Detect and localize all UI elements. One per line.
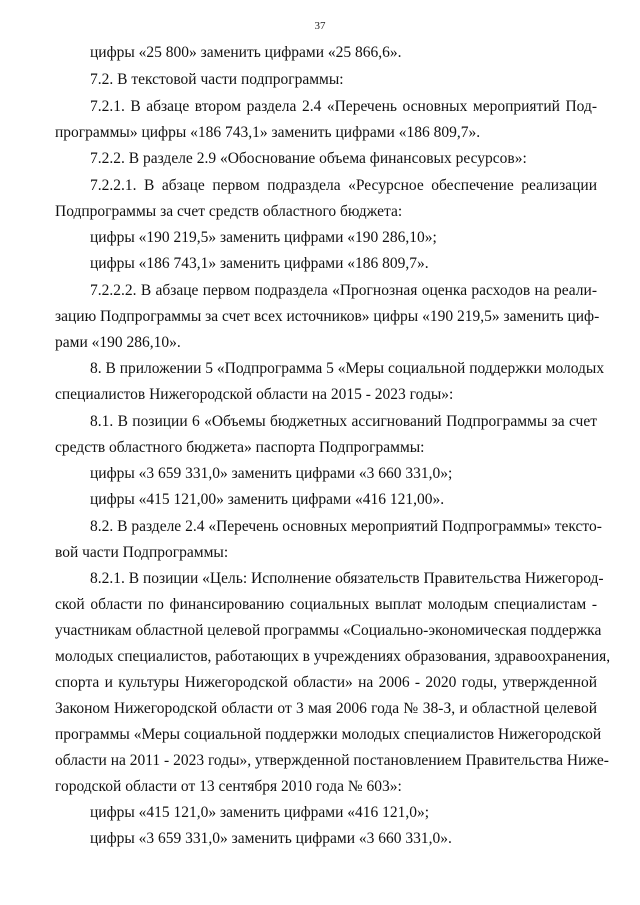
text-line: цифры «415 121,0» заменить цифрами «416 121,0»;: [90, 804, 430, 821]
text-line: спорта и культуры Нижегородской области» на 2006 - 2020 годы, утвержденной: [55, 674, 597, 691]
text-line: программы «Меры социальной поддержки молодых специалистов Нижегородской: [55, 726, 602, 743]
text-line: цифры «186 743,1» заменить цифрами «186 809,7».: [90, 255, 429, 272]
text-line: молодых специалистов, работающих в учреждениях образования, здравоохранения,: [55, 648, 611, 665]
text-line: цифры «415 121,00» заменить цифрами «416 121,00».: [90, 491, 445, 508]
text-line: 7.2.2.2. В абзаце первом подраздела «Прогнозная оценка расходов на реали-: [90, 282, 597, 299]
text-line: средств областного бюджета» паспорта Подпрограммы:: [55, 439, 425, 456]
text-line: 7.2. В текстовой части подпрограммы:: [90, 71, 344, 88]
text-line: участникам областной целевой программы «Социально-экономическая поддержка: [55, 622, 602, 639]
text-line: специалистов Нижегородской области на 2015 - 2023 годы»:: [55, 386, 454, 403]
text-line: 8.1. В позиции 6 «Объемы бюджетных ассигнований Подпрограммы за счет: [90, 413, 597, 430]
text-line: 8.2.1. В позиции «Цель: Исполнение обязательств Правительства Нижегород-: [90, 570, 604, 587]
text-line: цифры «3 659 331,0» заменить цифрами «3 660 331,0»;: [90, 465, 453, 482]
text-line: области на 2011 - 2023 годы», утвержденной постановлением Правительства Ниже-: [55, 752, 609, 769]
text-line: цифры «3 659 331,0» заменить цифрами «3 660 331,0».: [90, 830, 452, 847]
text-line: 8.2. В разделе 2.4 «Перечень основных мероприятий Подпрограммы» тексто-: [90, 518, 602, 535]
text-line: вой части Подпрограммы:: [55, 544, 229, 561]
text-line: Законом Нижегородской области от 3 мая 2006 года № 38-З, и областной целевой: [55, 700, 597, 717]
page-number: 37: [314, 20, 326, 32]
text-line: рами «190 286,10».: [55, 334, 181, 351]
text-line: 7.2.2.1. В абзаце первом подраздела «Ресурсное обеспечение реализации: [90, 177, 597, 194]
text-line: ской области по финансированию социальных выплат молодым специалистам -: [55, 596, 597, 613]
text-line: цифры «190 219,5» заменить цифрами «190 286,10»;: [90, 229, 437, 246]
text-line: зацию Подпрограммы за счет всех источников» цифры «190 219,5» заменить циф-: [55, 308, 600, 325]
text-line: программы» цифры «186 743,1» заменить цифрами «186 809,7».: [55, 124, 481, 141]
text-line: цифры «25 800» заменить цифрами «25 866,6».: [90, 44, 402, 61]
text-line: Подпрограммы за счет средств областного бюджета:: [55, 203, 403, 220]
text-line: 7.2.2. В разделе 2.9 «Обоснование объема финансовых ресурсов»:: [90, 150, 527, 167]
text-line: 8. В приложении 5 «Подпрограмма 5 «Меры социальной поддержки молодых: [90, 360, 605, 377]
text-line: городской области от 13 сентября 2010 года № 603»:: [55, 778, 402, 795]
text-line: 7.2.1. В абзаце втором раздела 2.4 «Перечень основных мероприятий Под-: [90, 98, 597, 115]
